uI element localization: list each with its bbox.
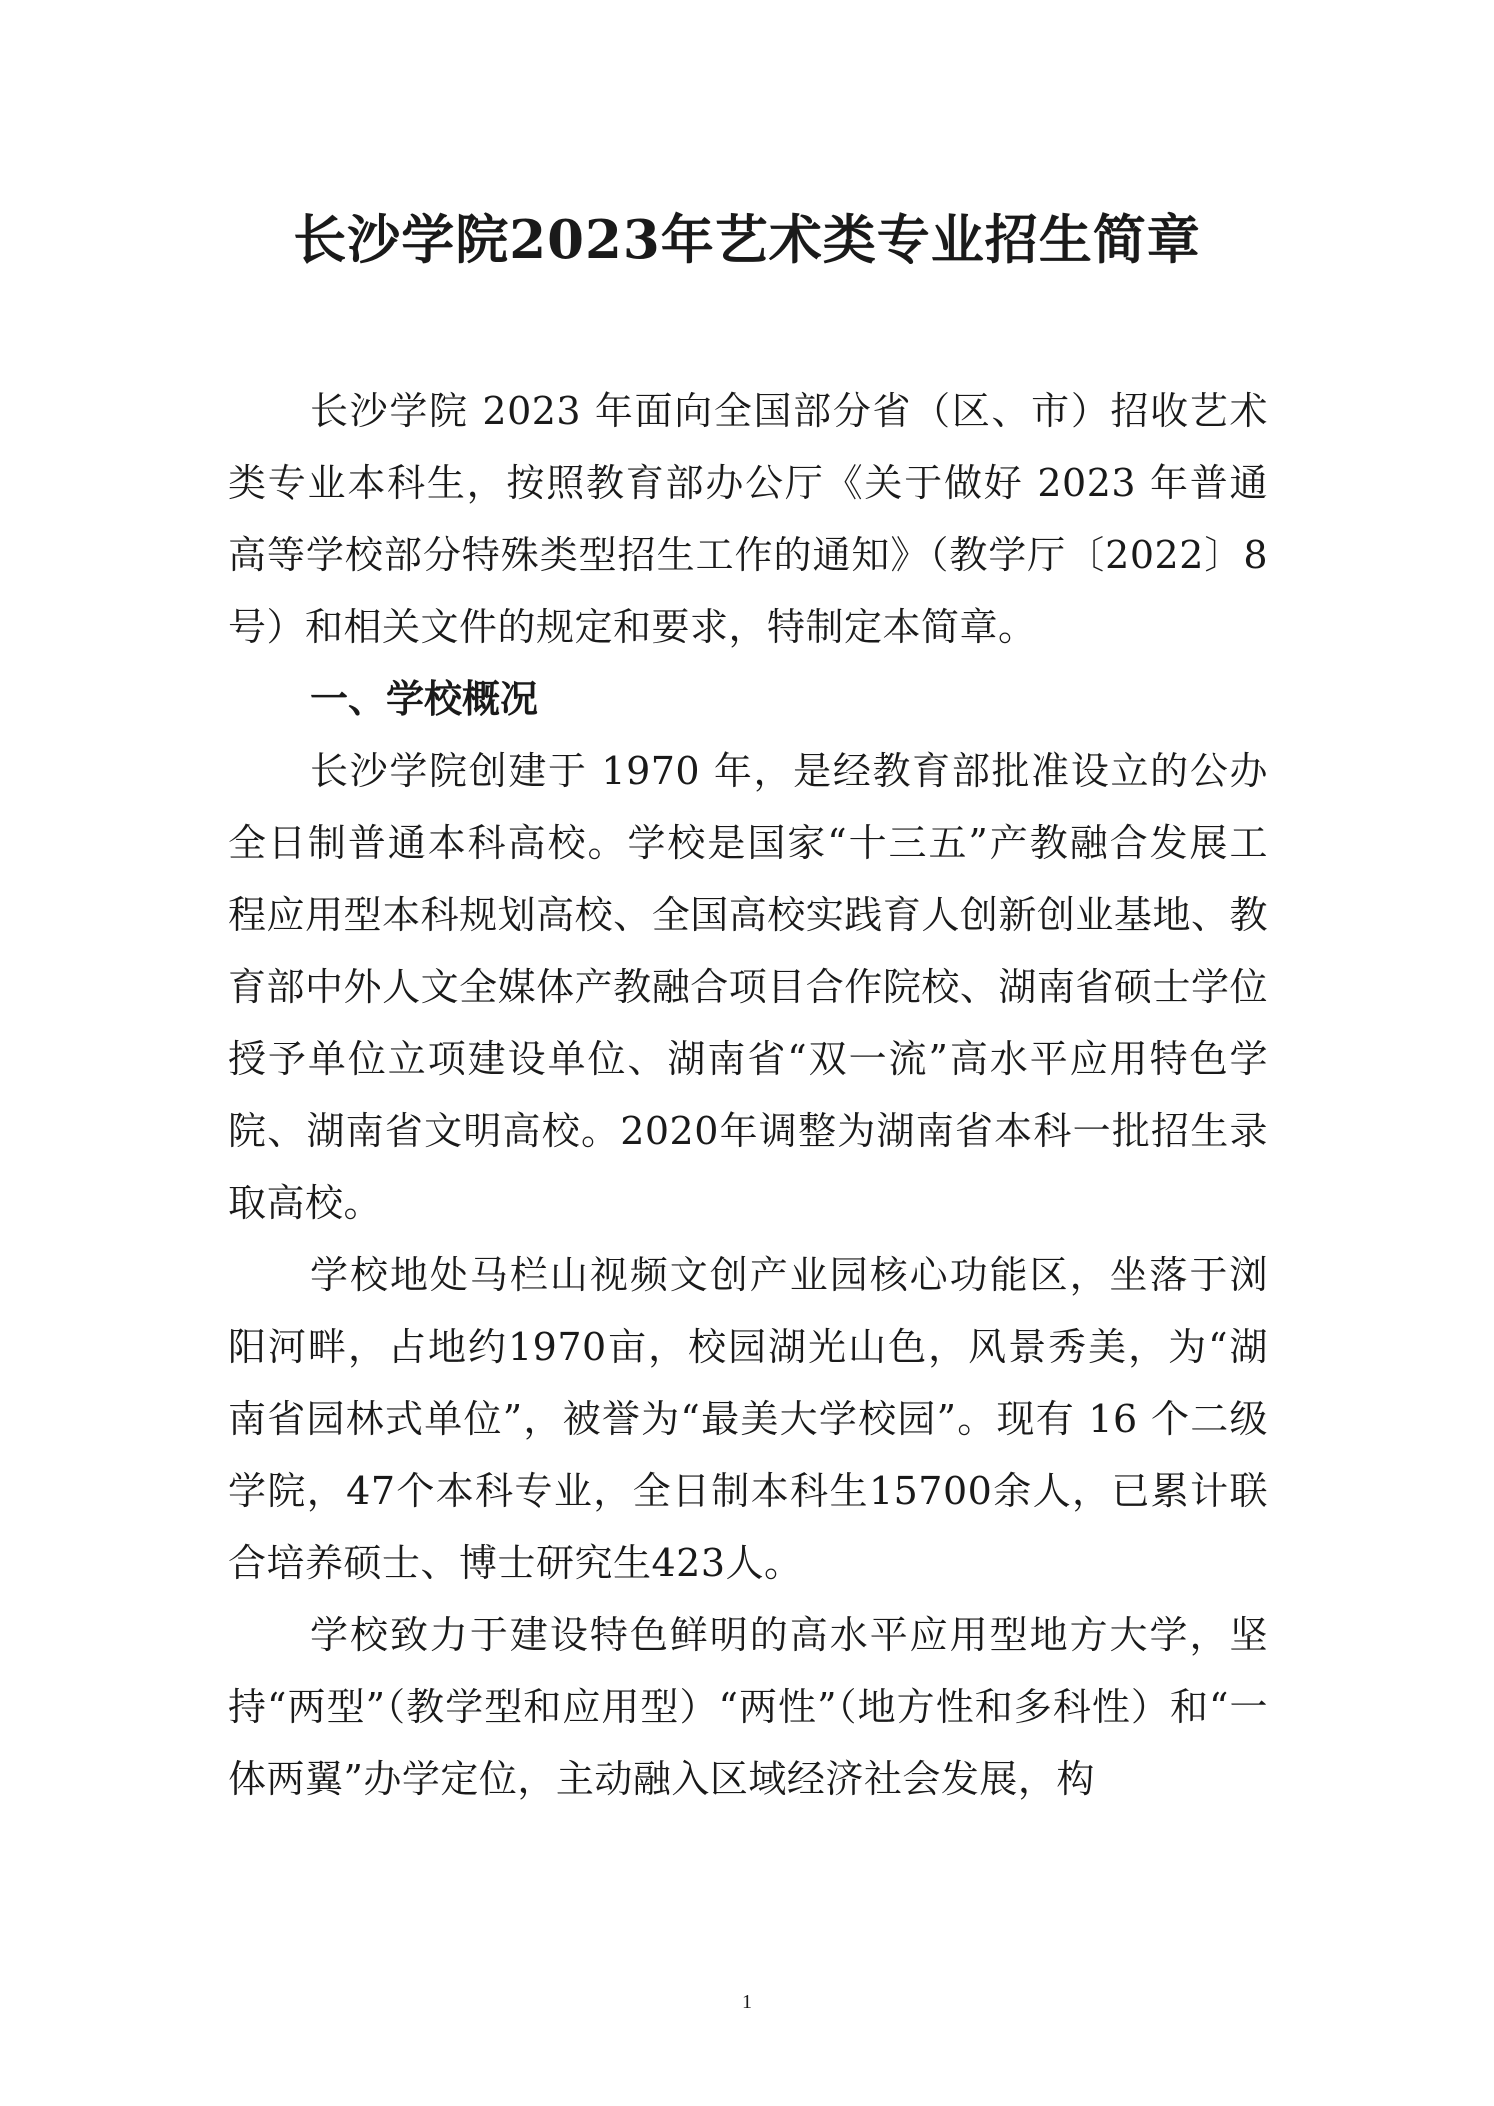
- document-body: [228, 375, 1268, 1815]
- overview-paragraph-2: 学校地处马栏山视频文创产业园核心功能区，坐落于浏阳河畔，占地约1970亩，校园湖光山色，风景秀美，为“湖南省园林式单位”，被誉为“最美大学校园”。现有 16 个二级学院，47个本科专业，全日制本科生15700余人，已累计联合培养硕士、博士研究生423人。: [228, 1253, 1268, 1585]
- document-title: 长沙学院2023年艺术类专业招生简章: [293, 209, 1201, 271]
- page-number: 1: [742, 1991, 752, 2013]
- section-heading-school-overview: 一、学校概况: [310, 677, 539, 721]
- overview-paragraph-1: 长沙学院创建于 1970 年，是经教育部批准设立的公办全日制普通本科高校。学校是国家“十三五”产教融合发展工程应用型本科规划高校、全国高校实践育人创新创业基地、教育部中外人文全媒体产教融合项目合作院校、湖南省硕士学位授予单位立项建设单位、湖南省“双一流”高水平应用特色学院、湖南省文明高校。2020年调整为湖南省本科一批招生录取高校。: [228, 749, 1268, 1225]
- overview-paragraph-3: 学校致力于建设特色鲜明的高水平应用型地方大学，坚持“两型”（教学型和应用型）“两性”（地方性和多科性）和“一体两翼”办学定位，主动融入区域经济社会发展，构: [228, 1613, 1268, 1801]
- intro-paragraph: 长沙学院 2023 年面向全国部分省（区、市）招收艺术类专业本科生，按照教育部办公厅《关于做好 2023 年普通高等学校部分特殊类型招生工作的通知》（教学厅〔2022〕8号）和相关文件的规定和要求，特制定本简章。: [228, 389, 1268, 649]
